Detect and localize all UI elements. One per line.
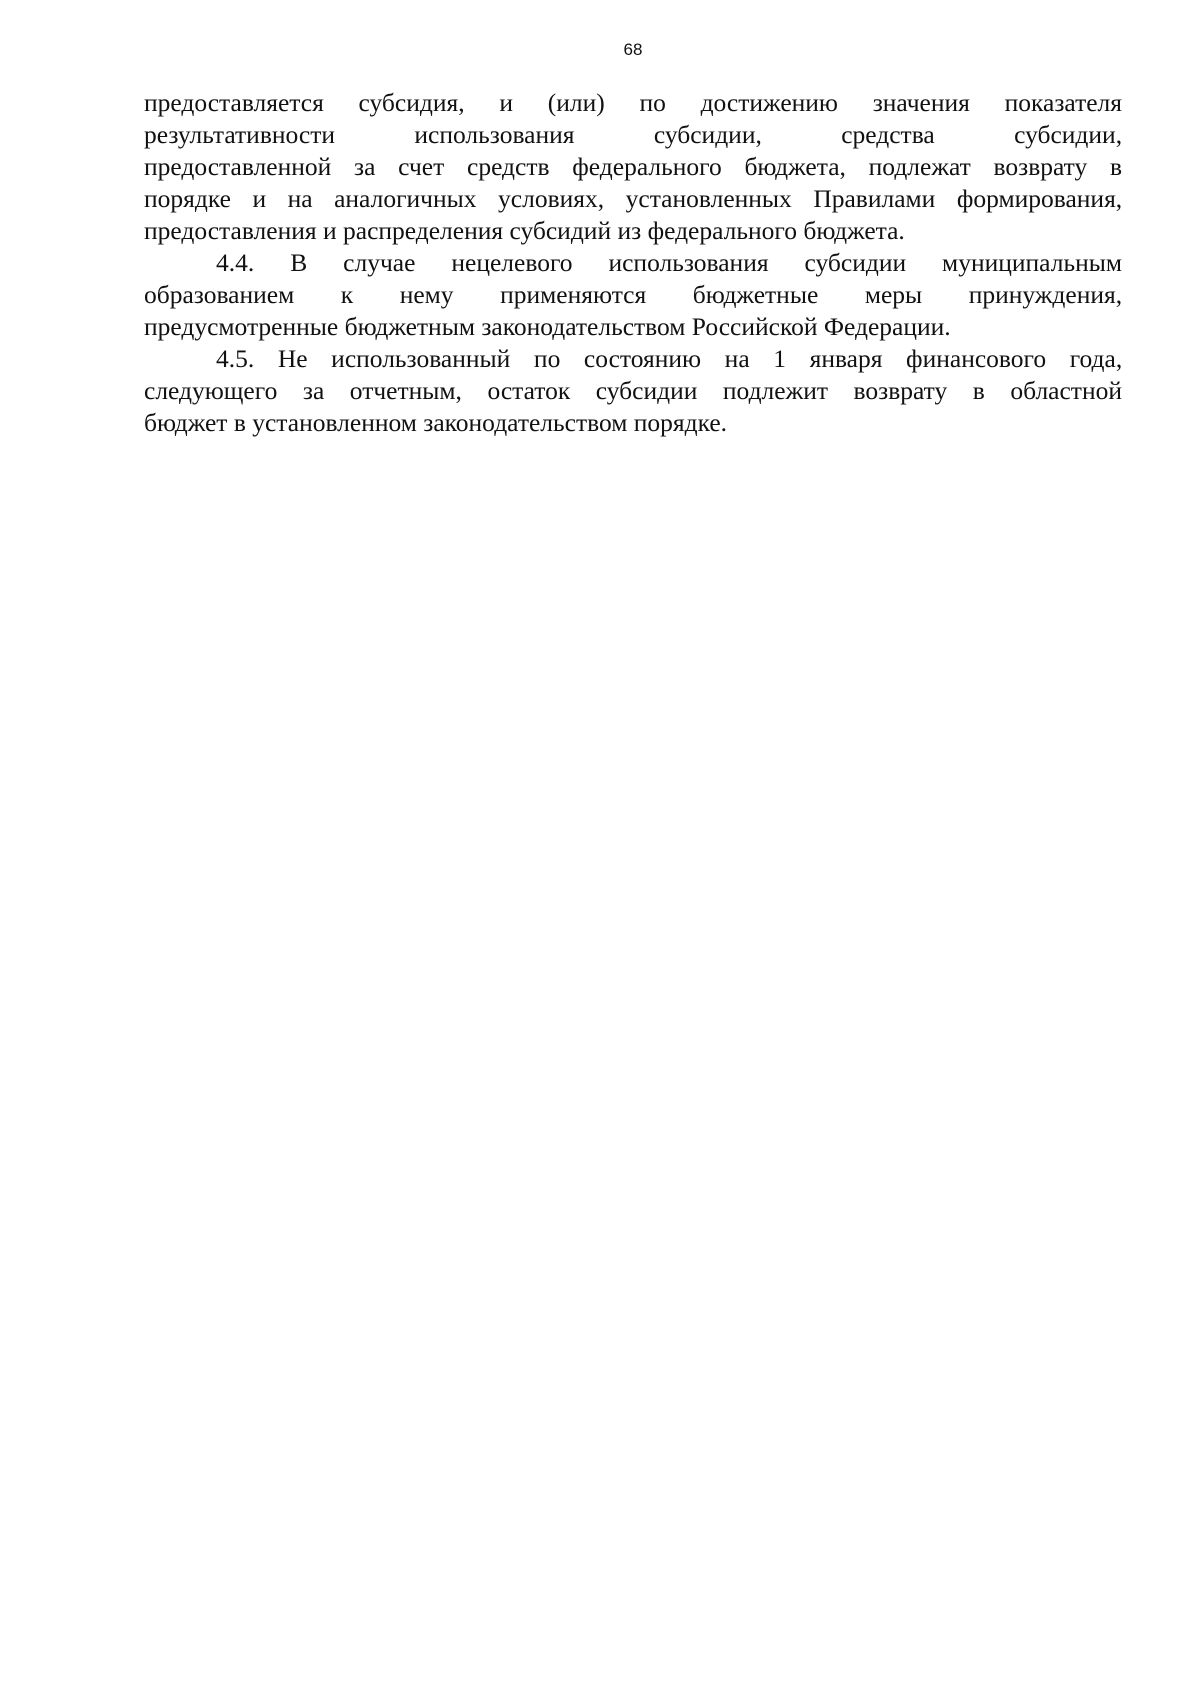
text-line: предусмотренные бюджетным законодательством Российской Федерации. bbox=[144, 312, 951, 341]
paragraph-4-4 bbox=[144, 247, 1122, 343]
text-line: порядке и на аналогичных условиях, установленных Правилами формирования, bbox=[144, 184, 1123, 213]
text-line: предоставления и распределения субсидий из федерального бюджета. bbox=[144, 216, 905, 245]
paragraph-continuation bbox=[144, 87, 1122, 247]
text-line: бюджет в установленном законодательством порядке. bbox=[144, 408, 728, 437]
text-line: результативности использования субсидии, средства субсидии, bbox=[144, 120, 1123, 149]
page-number: 68 bbox=[623, 40, 643, 59]
paragraph-4-5 bbox=[144, 343, 1122, 439]
document-body bbox=[144, 87, 1122, 439]
text-line: образованием к нему применяются бюджетные меры принуждения, bbox=[144, 280, 1123, 309]
text-line: предоставленной за счет средств федерального бюджета, подлежат возврату в bbox=[144, 152, 1122, 181]
text-line: 4.4. В случае нецелевого использования субсидии муниципальным bbox=[216, 248, 1122, 277]
text-line: следующего за отчетным, остаток субсидии подлежит возврату в областной bbox=[144, 376, 1122, 405]
text-line: предоставляется субсидия, и (или) по достижению значения показателя bbox=[144, 88, 1122, 117]
text-line: 4.5. Не использованный по состоянию на 1 января финансового года, bbox=[216, 344, 1123, 373]
